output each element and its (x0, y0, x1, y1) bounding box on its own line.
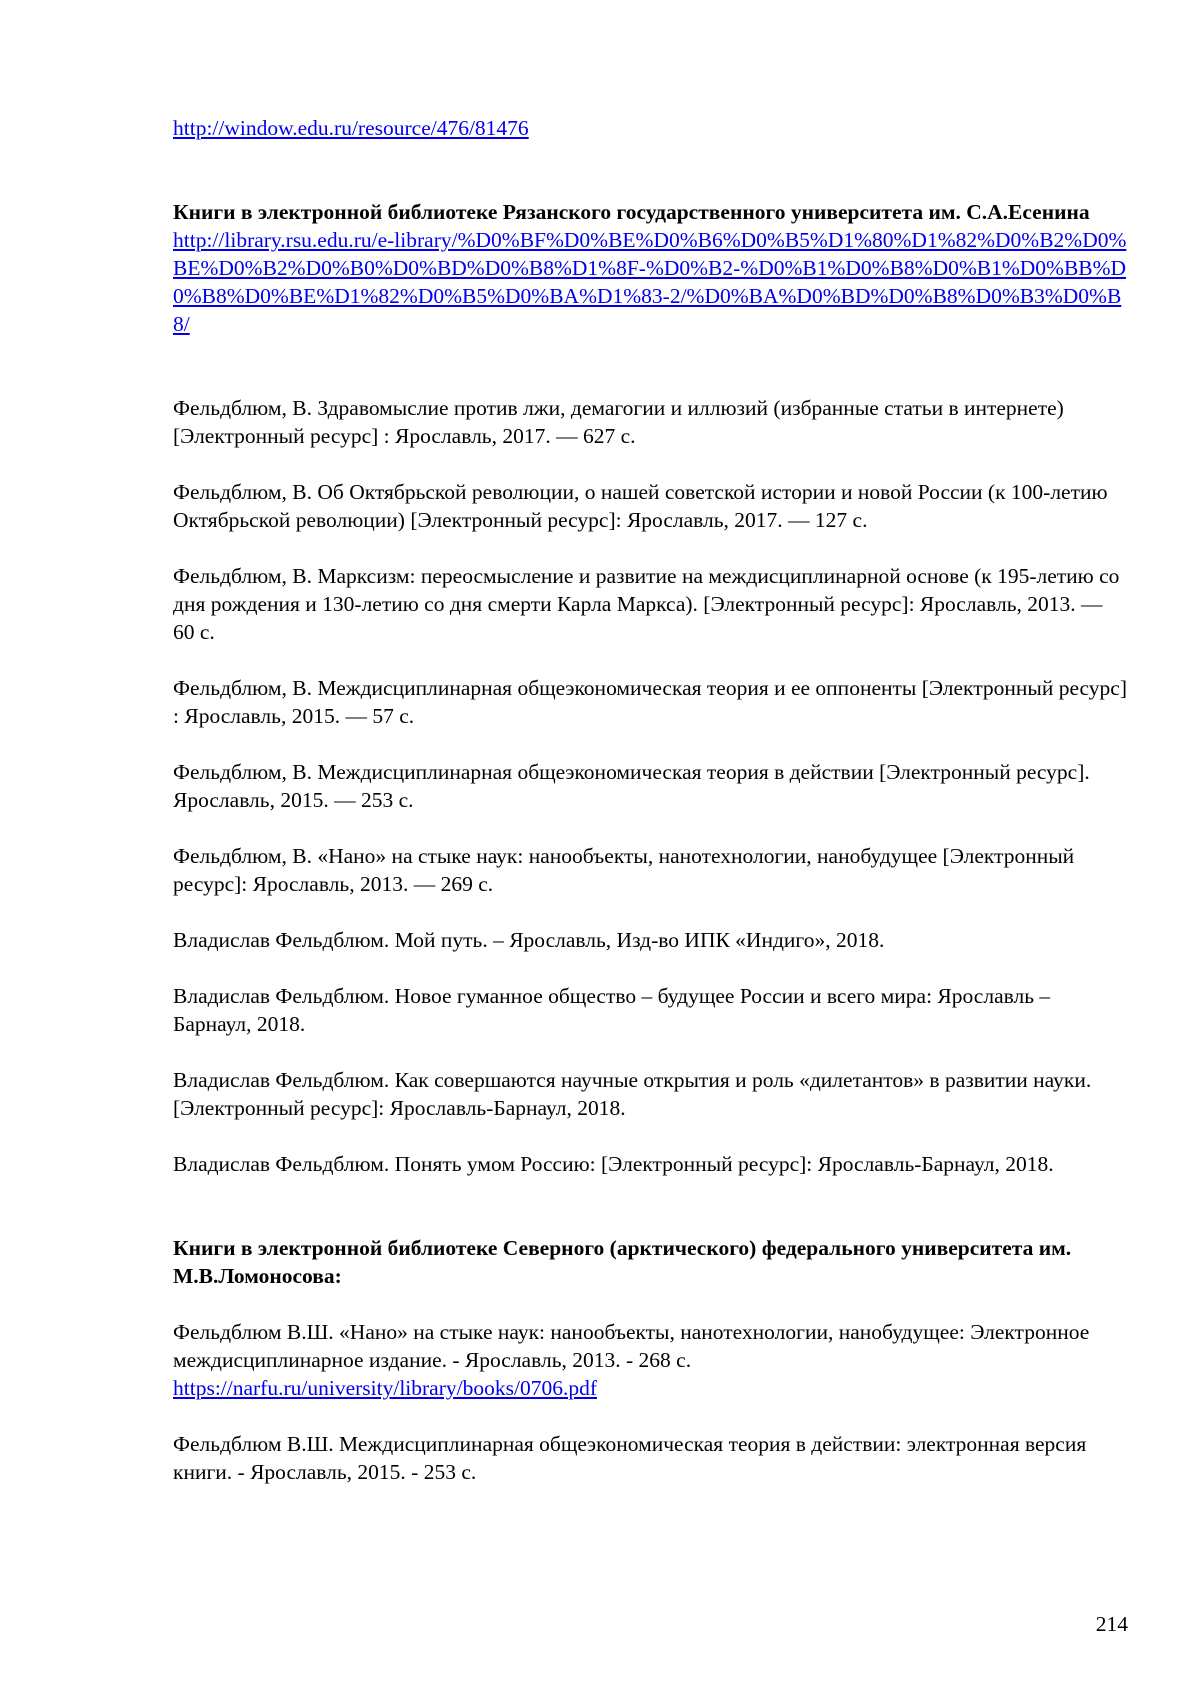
top-link-paragraph (173, 114, 1128, 142)
book-entry: Фельдблюм, В. Марксизм: переосмысление и развитие на междисциплинарной основе (к 195-летию со дня рождения и 130-летию со дня смерти Карла Маркса). [Электронный ресурс]: Ярославль, 2013. — 60 с. (173, 564, 1120, 644)
book-entry: Фельдблюм, В. Здравомыслие против лжи, демагогии и иллюзий (избранные статьи в интернете) [Электронный ресурс] : Ярославль, 2017. — 627 с. (173, 396, 1064, 448)
book-entry: Фельдблюм В.Ш. Междисциплинарная общеэкономическая теория в действии: электронная версия книги. - Ярославль, 2015. - 253 с. (173, 1432, 1087, 1484)
rsu-section-heading: Книги в электронной библиотеке Рязанского государственного университета им. С.А.Есенина (173, 200, 1090, 224)
book-entry: Владислав Фельдблюм. Как совершаются научные открытия и роль «дилетантов» в развитии науки. [Электронный ресурс]: Ярославль-Барнаул, 2018. (173, 1068, 1092, 1120)
rsu-library-link[interactable]: http://library.rsu.edu.ru/e-library/%D0%BF%D0%BE%D0%B6%D0%B5%D1%80%D1%82%D0%B2%D0%BE%D0%B2%D0%B0%D0%BD%D0%B8%D1%8F-%D0%B2-%D0%B1%D0%B8%D0%B1%D0%BB%D0%B8%D0%BE%D1%82%D0%B5%D0%BA%D1%83-2/%D0%BA%D0%BD%D0%B8%D0%B3%D0%B8/ (173, 228, 1127, 336)
page-number: 214 (1095, 1612, 1128, 1636)
book-entry: Владислав Фельдблюм. Мой путь. – Ярославль, Изд-во ИПК «Индиго», 2018. (173, 928, 885, 952)
book-entry (173, 1318, 1128, 1402)
book-entry: Владислав Фельдблюм. Новое гуманное общество – будущее России и всего мира: Ярославль –Барнаул, 2018. (173, 984, 1051, 1036)
book-entry: Фельдблюм, В. Об Октябрьской революции, о нашей советской истории и новой России (к 100-летию Октябрьской революции) [Электронный ресурс]: Ярославль, 2017. — 127 с. (173, 480, 1108, 532)
book-entry: Фельдблюм, В. «Нано» на стыке наук: нанообъекты, нанотехнологии, нанобудущее [Электронный ресурс]: Ярославль, 2013. — 269 с. (173, 844, 1075, 896)
book-entry: Фельдблюм, В. Междисциплинарная общеэкономическая теория в действии [Электронный ресурс]. Ярославль, 2015. — 253 с. (173, 760, 1090, 812)
rsu-section (173, 198, 1128, 1178)
narfu-section-heading: Книги в электронной библиотеке Северного (арктического) федерального университета им. М.В.Ломоносова: (173, 1236, 1072, 1288)
page-content (173, 114, 1128, 1514)
book-entry: Владислав Фельдблюм. Понять умом Россию: [Электронный ресурс]: Ярославль-Барнаул, 2018. (173, 1152, 1054, 1176)
narfu-book-link[interactable]: https://narfu.ru/university/library/books/0706.pdf (173, 1376, 597, 1400)
window-edu-link[interactable]: http://window.edu.ru/resource/476/81476 (173, 116, 529, 140)
narfu-section (173, 1234, 1128, 1486)
book-entry: Фельдблюм, В. Междисциплинарная общеэкономическая теория и ее оппоненты [Электронный ресурс] : Ярославль, 2015. — 57 с. (173, 676, 1127, 728)
book-entry-text: Фельдблюм В.Ш. «Нано» на стыке наук: нанообъекты, нанотехнологии, нанобудущее: Электронное междисциплинарное издание. - Ярославль, 2013. - 268 с. (173, 1320, 1090, 1372)
